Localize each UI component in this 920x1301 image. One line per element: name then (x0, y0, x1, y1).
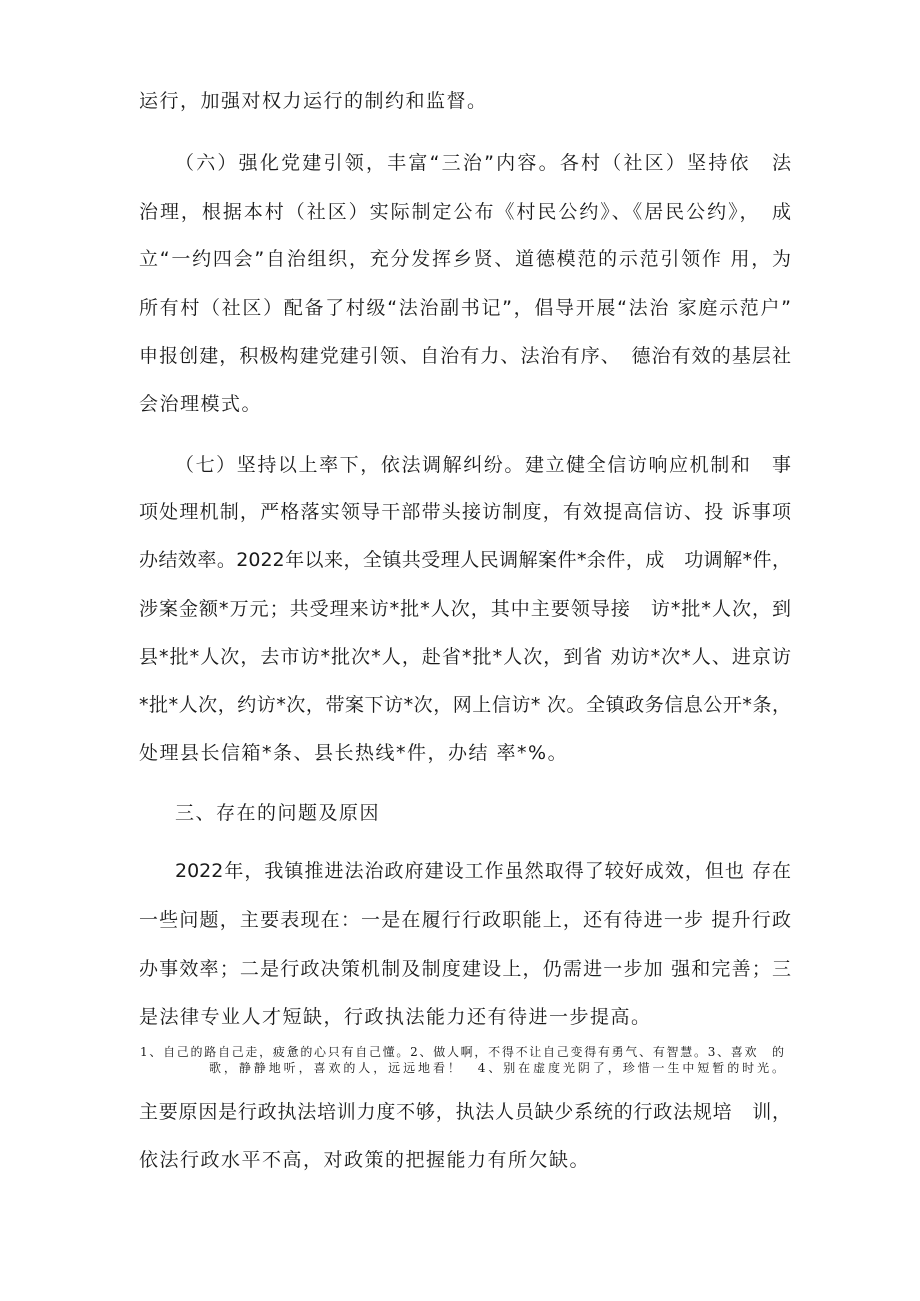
text-line-16: 2022年，我镇推进法治政府建设工作虽然取得了较好成效，但也 存在 (175, 860, 791, 882)
text-line-2: （六）强化党建引领，丰富“三治”内容。各村（社区）坚持依 法 (175, 152, 791, 174)
text-line-1: 运行，加强对权力运行的制约和监督。 (139, 90, 488, 112)
text-line-6: 申报创建，积极构建党建引领、自治有力、法治有序、 德治有效的基层社 (139, 345, 791, 367)
text-line-18: 办事效率；二是行政决策机制及制度建设上，仍需进一步加 强和完善；三 (139, 958, 791, 980)
text-line-7: 会治理模式。 (139, 393, 263, 415)
section-heading: 三、存在的问题及原因 (175, 802, 381, 824)
text-line-14: 处理县长信箱*条、县长热线*件，办结 率*%。 (139, 742, 569, 764)
text-line-12: 县*批*人次，去市访*批次*人，赴省*批*人次，到省 劝访*次*人、进京访 (139, 646, 791, 668)
text-line-10: 办结效率。2022年以来，全镇共受理人民调解案件*余件，成 功调解*件， (139, 549, 791, 571)
text-line-3: 治理，根据本村（社区）实际制定公布《村民公约》、《居民公约》， 成 (139, 201, 791, 223)
text-line-4: 立“一约四会”自治组织，充分发挥乡贤、道德模范的示范引领作 用，为 (139, 248, 791, 270)
text-line-11: 涉案金额*万元；共受理来访*批*人次，其中主要领导接 访*批*人次，到 (139, 598, 791, 620)
text-line-8: （七）坚持以上率下，依法调解纠纷。建立健全信访响应机制和 事 (175, 454, 791, 476)
text-line-13: *批*人次，约访*次，带案下访*次，网上信访* 次。全镇政务信息公开*条， (139, 694, 791, 716)
text-line-17: 一些问题，主要表现在：一是在履行行政职能上，还有待进一步 提升行政 (139, 909, 791, 931)
text-line-21: 依法行政水平不高，对政策的把握能力有所欠缺。 (139, 1149, 591, 1171)
text-line-19: 是法律专业人才短缺，行政执法能力还有待进一步提高。 (139, 1006, 652, 1028)
text-line-20: 主要原因是行政执法培训力度不够，执法人员缺少系统的行政法规培 训， (139, 1101, 791, 1123)
footnote-line-2: 歌，静静地听，喜欢的人，远远地看！ 4、别在虚度光阴了，珍惜一生中短暂的时光。 (209, 1061, 784, 1075)
text-line-9: 项处理机制，严格落实领导干部带头接访制度，有效提高信访、投 诉事项 (139, 501, 791, 523)
text-line-5: 所有村（社区）配备了村级“法治副书记”，倡导开展“法治 家庭示范户” (139, 297, 791, 319)
footnote-line-1: 1、自己的路自己走，疲惫的心只有自己懂。2、做人啊，不得不让自己变得有勇气、有智慧。3、喜欢 的 (140, 1045, 784, 1059)
